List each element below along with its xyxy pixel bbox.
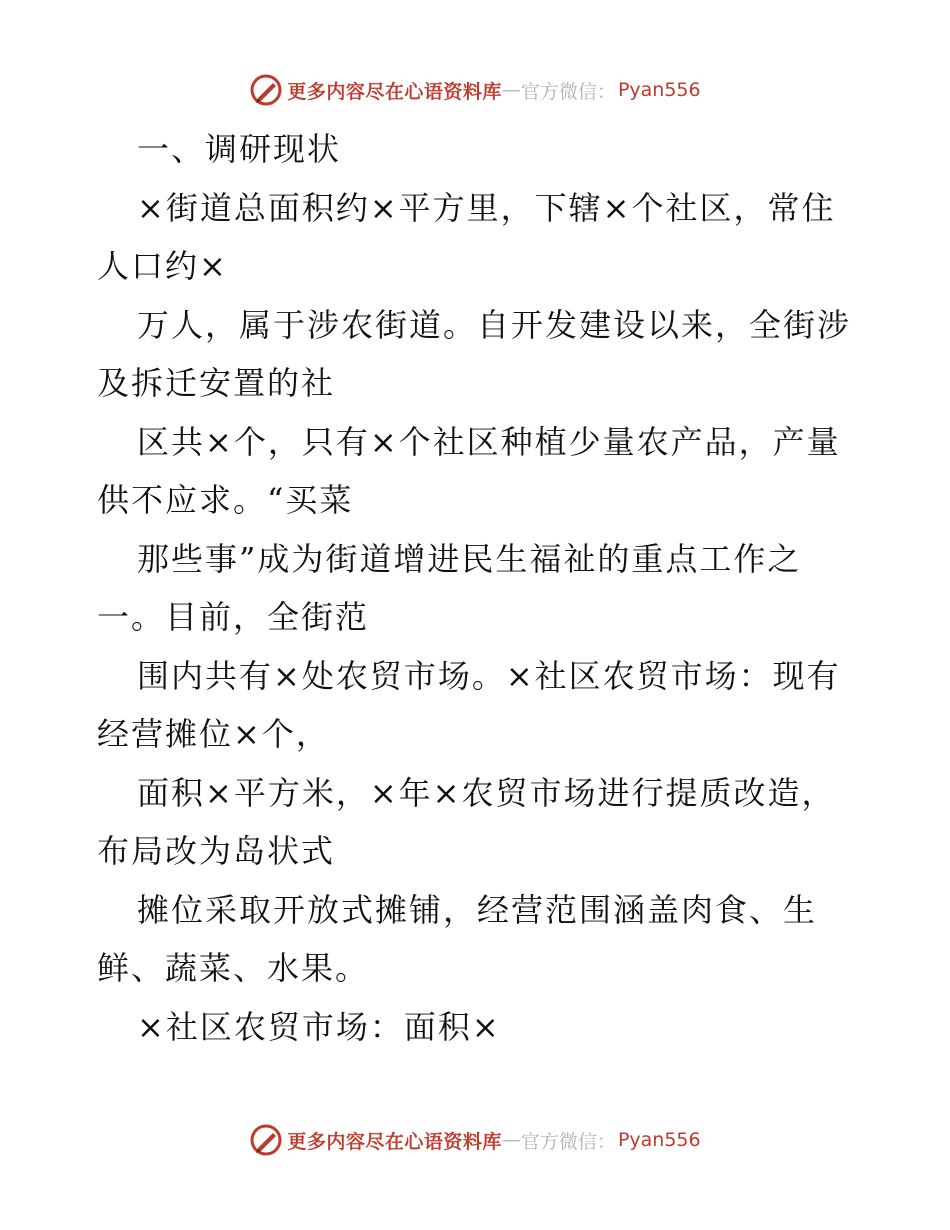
text-line: 摊位采取开放式摊铺，经营范围涵盖肉食、生 (137, 890, 818, 929)
text-line: 经营摊位×个， (97, 715, 330, 753)
text-line: 供不应求。“买菜 (97, 481, 354, 519)
footer-watermark (0, 1120, 950, 1160)
text-line: 布局改为岛状式 (97, 832, 336, 870)
watermark-main-text: 更多内容尽在心语资料库 (287, 80, 502, 103)
text-line: 鲜、蔬菜、水果。 (97, 949, 370, 987)
pen-logo-icon (249, 1123, 283, 1157)
watermark-wechat-id: Pyan556 (617, 1129, 701, 1151)
text-line: ×社区农贸市场：面积× (137, 1007, 501, 1046)
text-line: ×街道总面积约×平方里，下辖×个社区，常住 (137, 188, 836, 227)
text-line: 一。目前，全街范 (97, 598, 370, 636)
document-body (97, 120, 857, 1056)
section-heading: 一、调研现状 (137, 130, 342, 168)
text-line: 那些事”成为街道增进民生福祉的重点工作之 (137, 539, 802, 578)
watermark-main-text: 更多内容尽在心语资料库 (287, 1130, 502, 1153)
watermark-dash: — (501, 1129, 521, 1151)
text-line: 及拆迁安置的社 (97, 364, 336, 402)
watermark-dash: — (501, 79, 521, 101)
watermark-wechat-id: Pyan556 (617, 79, 701, 101)
text-line: 面积×平方米，×年×农贸市场进行提质改造， (137, 773, 836, 812)
watermark-wechat-label: 官方微信： (520, 80, 616, 103)
header-watermark (0, 70, 950, 110)
text-line: 人口约× (97, 247, 228, 285)
text-line: 围内共有×处农贸市场。×社区农贸市场：现有 (137, 656, 841, 695)
pen-logo-icon (249, 73, 283, 107)
watermark-wechat-label: 官方微信： (520, 1130, 616, 1153)
text-line: 区共×个，只有×个社区种植少量农产品，产量 (137, 422, 841, 461)
text-line: 万人，属于涉农街道。自开发建设以来，全街涉 (137, 305, 852, 344)
